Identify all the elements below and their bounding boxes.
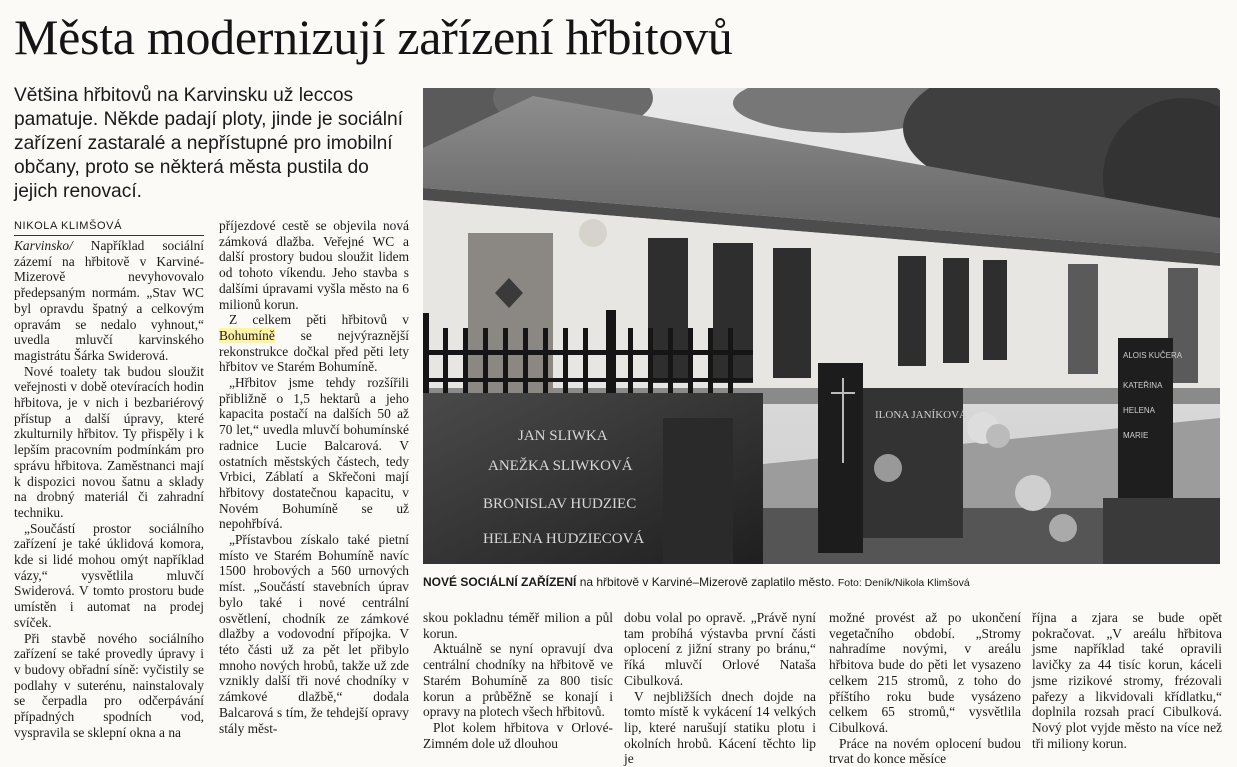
highlighted-word: Bohumíně (219, 327, 275, 343)
text-column-6 (1032, 610, 1222, 751)
paragraph: Plot kolem hřbitova v Orlové-Zimném dole už dlouhou (423, 719, 613, 751)
paragraph: Práce na novém oplocení budou trvat do konce měsíce (829, 735, 1021, 767)
headstone-name: BRONISLAV HUDZIEC (483, 496, 637, 512)
text-column-3 (423, 610, 613, 751)
headstone-name: ILONA JANÍKOVÁ (875, 409, 967, 421)
paragraph: příjezdové cestě se objevila nová zámková dlažba. Veřejné WC a další prostory budou sloužit lidem od tohoto víkendu. Jeho stavba s dalšími úpravami vyšla město na 6 milionů korun. (219, 218, 409, 312)
photo-credit: Foto: Deník/Nikola Klimšová (837, 577, 970, 589)
article-lead: Většina hřbitovů na Karvinsku už leccos pamatuje. Někde padají ploty, jinde je sociální zařízení zastaralé a nepřístupné pro imobilní občany, proto se některá města pustila do jejich renovací. (14, 85, 403, 202)
paragraph: října a zjara se bude opět pokračovat. „V areálu hřbitova jsme například také opravili lavičky za 44 tisíc korun, káceli jsme rizikové stromy, frézovali pařezy a likvidovali křídlatku,“ doplnila rozsah prací Cibulková. Nový plot vyjde město na více než tři miliony korun. (1032, 610, 1222, 751)
text-column-4 (624, 610, 816, 767)
paragraph: „Součástí prostor sociálního zařízení je také úklidová komora, kde si lidé mohou omýt například vázy,“ vysvětlila mluvčí Swiderová. V tomto prostoru bude umístěn i automat na prodej svíček. (14, 520, 204, 630)
paragraph: V nejbližších dnech dojde na tomto místě k vykácení 14 velkých lip, které narušují statiku plotu i okolních hrobů. Kácení těchto lip je (624, 688, 816, 767)
headstone-name: HELENA (1123, 406, 1156, 415)
headstone-name: ALOIS KUČERA (1123, 351, 1183, 360)
article-byline: NIKOLA KLIMŠOVÁ (14, 218, 204, 236)
caption-text: na hřbitově v Karviné–Mizerově zaplatilo město. (579, 575, 835, 589)
paragraph: skou pokladnu téměř milion a půl korun. (423, 610, 613, 641)
text-column-1 (14, 238, 204, 741)
paragraph: „Hřbitov jsme tehdy rozšířili přibližně o 1,5 hektarů a jeho kapacita postačí na dalších 50 až 70 let,“ uvedla mluvčí bohumínské radnice Lucie Balcarová. V ostatních městských částech, tedy Vrbici, Záblatí a Skřečoni mají hřbitovy dostatečnou kapacitu, v Novém Bohumíně se už nepohřbívá. (219, 375, 409, 532)
paragraph-text: Z celkem pěti hřbitovů v (229, 312, 409, 328)
headstone-name: JAN SLIWKA (518, 428, 608, 444)
headstone-name: HELENA HUDZIECOVÁ (483, 531, 645, 547)
text-column-2 (219, 218, 409, 736)
paragraph: dobu volal po opravě. „Právě nyní tam probíhá výstavba první části oplocení z jižní strany po bránu,“ říká mluvčí Orlové Nataša Cibulková. (624, 610, 816, 688)
paragraph: možné provést až po ukončení vegetačního období. „Stromy nahradíme novými, v areálu hřbitova bude do pěti let vysazeno celkem 215 stromů, z toho do příštího roku bude vysázeno celkem 65 stromů,“ vysvětlila Cibulková. (829, 610, 1021, 735)
photo-caption (423, 575, 1223, 591)
caption-lead: NOVÉ SOCIÁLNÍ ZAŘÍZENÍ (423, 575, 577, 589)
article-headline: Města modernizují zařízení hřbitovů (14, 9, 733, 65)
headstone-name: KATEŘINA (1123, 381, 1163, 390)
paragraph: Aktuálně se nyní opravují dva centrální chodníky na hřbitově ve Starém Bohumíně za 800 tisíc korun a průběžně se konají i opravy na plotech všech hřbitovů. (423, 641, 613, 720)
paragraph-text: se nejvýraznější rekonstrukce dočkal před pěti lety hřbitov ve Starém Bohumíně. (219, 327, 409, 375)
paragraph: „Přístavbou získalo také pietní místo ve Starém Bohumíně navíc 1500 hrobových a 560 urnových míst. „Součástí stavebních úprav bylo také i nové centrální osvětlení, chodník ze zámkové dlažby a vodovodní přípojka. V této části už za pět let přibylo mnoho nových hrobů, takže už zde vznikly další tři nové chodníky v zámkové dlažbě,“ dodala Balcarová s tím, že tehdejší opravy stály měst- (219, 532, 409, 736)
cemetery-building-photo (423, 88, 1220, 564)
headstone-name: ANEŽKA SLIWKOVÁ (488, 458, 633, 474)
article-photo (423, 88, 1220, 564)
paragraph: Nové toalety tak budou sloužit veřejnosti v době otevíracích hodin hřbitova, je v nich i bezbariérový přístup a další úpravy, které zkulturnily hřbitov. Ty přispěly i k lepším pracovním podmínkám pro správu hřbitova. Zaměstnanci mají k dispozici novou šatnu a sklady na drobný materiál či zahradní techniku. (14, 363, 204, 520)
text-column-5 (829, 610, 1021, 767)
paragraph (14, 238, 204, 364)
paragraph (219, 312, 409, 375)
paragraph: Při stavbě nového sociálního zařízení se také provedly úpravy i v budovy obřadní síně: vyčistily se podlahy v suterénu, nainstalovaly se čerpadla pro odčerpávání případných spodních vod, vyspravila se sklepní okna a na (14, 630, 204, 740)
dateline: Karvinsko/ (14, 238, 73, 253)
paragraph-text: Například sociální zázemí na hřbitově v Karviné-Mizerově nevyhovovalo předepsaným normám. „Stav WC byl opravdu špatný a celkovým opravám se nedalo vyhnout,“ uvedla mluvčí karvinského magistrátu Šárka Swiderová. (14, 238, 204, 363)
headstone-name: MARIE (1123, 431, 1149, 440)
